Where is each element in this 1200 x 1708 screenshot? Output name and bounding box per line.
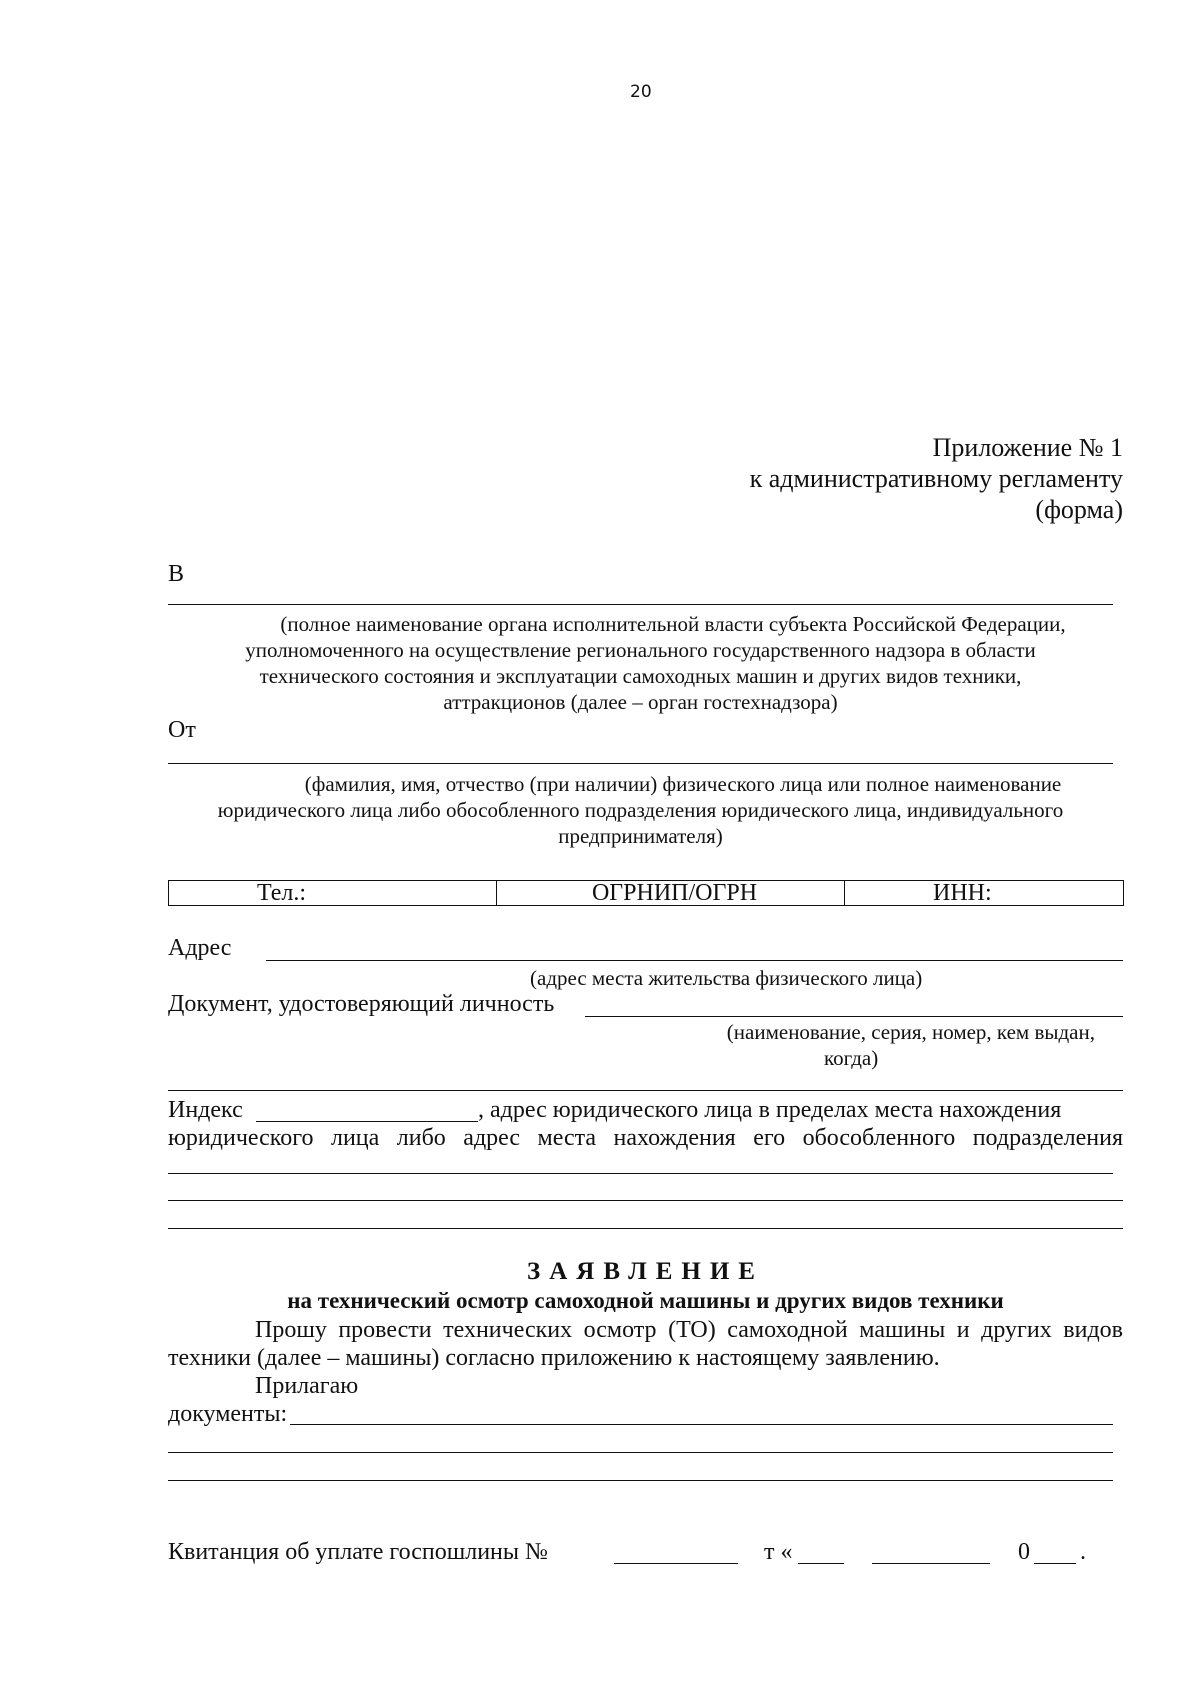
from-prefix: От <box>168 717 196 743</box>
identity-doc-field-2[interactable] <box>168 1090 1123 1091</box>
statement-body-line1: Прошу провести технических осмотр (ТО) самоходной машины и других видов <box>255 1317 1123 1343</box>
address-hint: (адрес места жительства физического лица) <box>530 966 923 990</box>
index-label: Индекс <box>168 1097 243 1123</box>
receipt-date-prefix: т « <box>764 1539 793 1565</box>
recipient-hint-3: технического состояния и эксплуатации самоходных машин и других видов техники, <box>259 664 1022 688</box>
legal-address-field-1[interactable] <box>168 1173 1113 1174</box>
receipt-year-prefix: 0 <box>1018 1539 1030 1565</box>
inn-label: ИНН: <box>933 880 992 906</box>
ogrn-cell[interactable] <box>497 881 845 906</box>
address-field[interactable] <box>266 960 1123 961</box>
legal-address-field-3[interactable] <box>168 1228 1123 1229</box>
phone-label: Тел.: <box>257 880 307 906</box>
receipt-year-field[interactable] <box>1034 1563 1076 1564</box>
receipt-end: . <box>1080 1539 1086 1565</box>
legal-address-line2: юридического лица либо адрес места нахождения его обособленного подразделения <box>168 1125 1123 1151</box>
receipt-month-field[interactable] <box>872 1563 990 1564</box>
legal-address-line1: , адрес юридического лица в пределах места нахождения <box>478 1097 1062 1123</box>
identity-doc-label: Документ, удостоверяющий личность <box>168 991 555 1017</box>
applicant-hint-3: предпринимателя) <box>558 824 723 848</box>
to-prefix: В <box>168 561 185 587</box>
address-label: Адрес <box>168 935 232 961</box>
receipt-label: Квитанция об уплате госпошлины № <box>168 1539 548 1565</box>
identity-doc-hint-1: (наименование, серия, номер, кем выдан, <box>726 1020 1095 1044</box>
applicant-hint-1: (фамилия, имя, отчество (при наличии) физического лица или полное наименование <box>304 772 1062 796</box>
phone-cell[interactable] <box>169 881 497 906</box>
appendix-number: Приложение № 1 <box>932 433 1123 462</box>
recipient-hint-4: аттракционов (далее – орган гостехнадзора) <box>443 690 838 714</box>
statement-title: ЗАЯВЛЕНИЕ <box>527 1258 764 1285</box>
applicant-field[interactable] <box>168 763 1113 764</box>
identity-doc-hint-2: когда) <box>824 1046 879 1070</box>
page-number: 20 <box>630 82 652 102</box>
contact-info-table <box>168 880 1124 906</box>
recipient-field[interactable] <box>168 604 1113 605</box>
statement-body-line2: техники (далее – машины) согласно приложению к настоящему заявлению. <box>168 1345 940 1371</box>
recipient-hint-2: уполномоченного на осуществление регионального государственного надзора в области <box>245 638 1036 662</box>
attach-label-2: документы: <box>168 1401 288 1427</box>
attach-label-1: Прилагаю <box>255 1373 359 1399</box>
receipt-day-field[interactable] <box>798 1563 844 1564</box>
attachments-field-2[interactable] <box>168 1452 1113 1453</box>
attachments-field-3[interactable] <box>168 1480 1113 1481</box>
identity-doc-field[interactable] <box>585 1016 1123 1017</box>
legal-address-field-2[interactable] <box>168 1200 1123 1201</box>
recipient-hint-1: (полное наименование органа исполнительной власти субъекта Российской Федерации, <box>280 612 1066 636</box>
appendix-regulation: к административному регламенту <box>749 464 1123 493</box>
appendix-form-label: (форма) <box>1035 495 1123 524</box>
inn-cell[interactable] <box>845 881 1124 906</box>
index-field[interactable] <box>256 1121 478 1122</box>
attachments-field-1[interactable] <box>290 1424 1113 1425</box>
ogrn-label: ОГРНИП/ОГРН <box>591 880 758 906</box>
receipt-number-field[interactable] <box>614 1563 738 1564</box>
statement-subtitle: на технический осмотр самоходной машины и других видов техники <box>287 1288 1004 1313</box>
applicant-hint-2: юридического лица либо обособленного подразделения юридического лица, индивидуального <box>217 798 1064 822</box>
